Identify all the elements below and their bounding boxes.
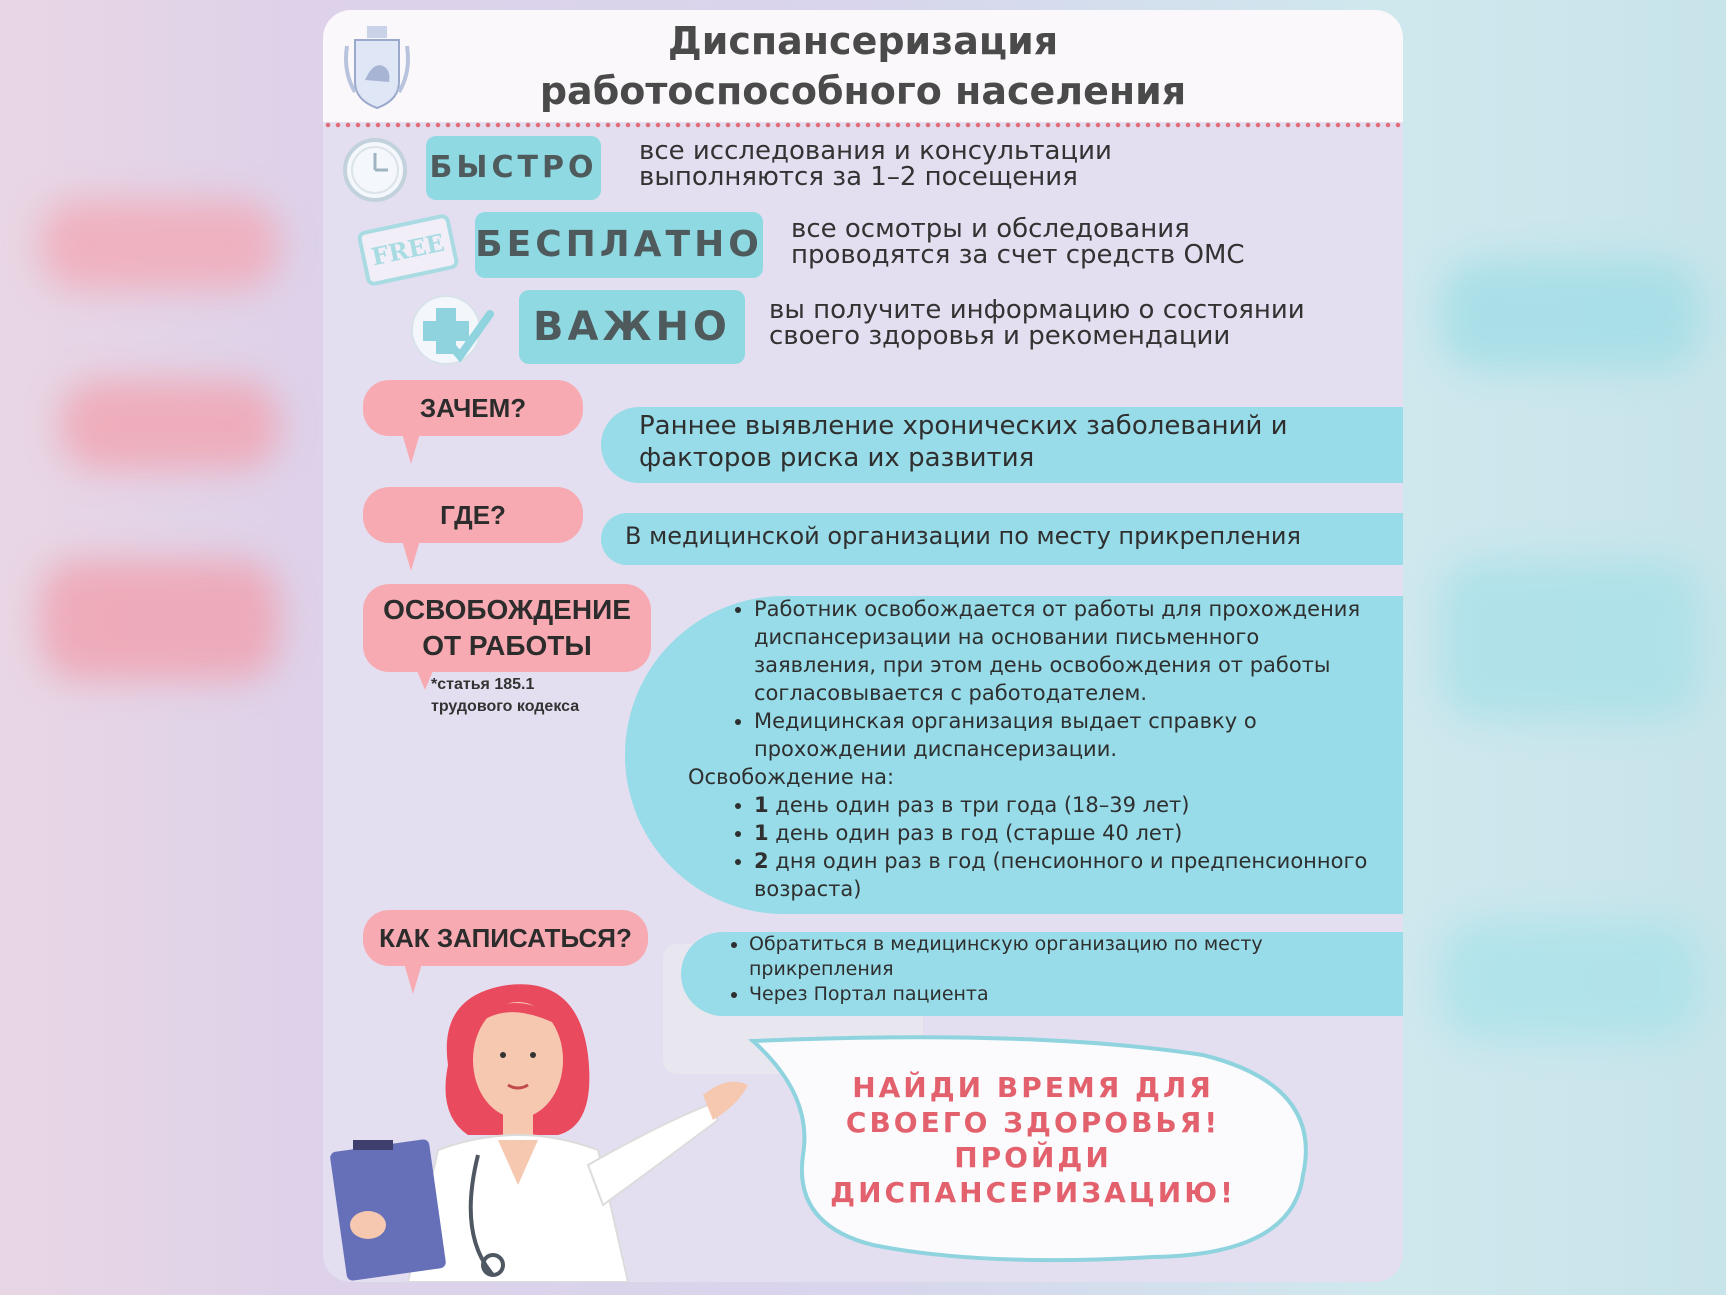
why-text-line: факторов риска их развития (639, 443, 1035, 473)
feature-fast-text-line: все исследования и консультации (639, 136, 1112, 166)
release-note-line: трудового кодекса (431, 698, 580, 715)
feature-fast-text-line: выполняются за 1–2 посещения (639, 162, 1078, 192)
feature-free-text (791, 216, 1245, 268)
feature-important-label: ВАЖНО (519, 290, 745, 364)
why-label: ЗАЧЕМ? (419, 393, 527, 423)
slogan-line: ДИСПАНСЕРИЗАЦИЮ! (830, 1176, 1236, 1209)
release-bullets (728, 595, 1383, 763)
coat-of-arms-icon (343, 22, 411, 112)
release-label-line: ОСВОБОЖДЕНИЕ (383, 594, 631, 625)
slogan-line: СВОЕГО ЗДОРОВЬЯ! (845, 1106, 1221, 1139)
bubble-tail (401, 537, 421, 571)
where-text: В медицинской организации по месту прикрепления (625, 522, 1301, 550)
poster (323, 10, 1403, 1282)
slogan-line: ПРОЙДИ (954, 1141, 1112, 1174)
release-bullet: • Медицинская организация выдает справку о прохождении диспансеризации. (754, 707, 1383, 763)
bubble-tail (401, 430, 421, 464)
dotted-divider (323, 122, 1403, 128)
release-bullet: • Работник освобождается от работы для прохождения диспансеризации на основании письменного заявления, при этом день освобождения от работы согласовывается с работодателем. (754, 595, 1383, 707)
release-terms (728, 791, 1383, 903)
signup-label: КАК ЗАПИСАТЬСЯ? (379, 923, 632, 953)
signup-bubble (363, 910, 648, 966)
background-blur (60, 380, 280, 470)
signup-item: • Через Портал пациента (749, 982, 1363, 1007)
doctor-illustration (328, 975, 758, 1282)
release-note (431, 674, 579, 718)
title-line-2: работоспособного населения (539, 69, 1187, 113)
free-stamp-icon: FREE (356, 213, 460, 287)
slogan (788, 1070, 1278, 1210)
release-bubble (363, 584, 651, 672)
background-blur (1440, 560, 1700, 720)
release-content (688, 595, 1383, 903)
release-term (754, 819, 1383, 847)
term-number: 1 (754, 793, 769, 817)
release-term (754, 847, 1383, 903)
why-text-line: Раннее выявление хронических заболеваний и (639, 411, 1288, 441)
term-number: 1 (754, 821, 769, 845)
release-label-line: ОТ РАБОТЫ (422, 630, 592, 661)
term-number: 2 (754, 849, 769, 873)
signup-list (723, 932, 1363, 1007)
where-label: ГДЕ? (440, 500, 506, 530)
release-term (754, 791, 1383, 819)
feature-free-text-line: все осмотры и обследования (791, 214, 1190, 244)
term-text: день один раз в три года (18–39 лет) (768, 793, 1190, 817)
why-text (639, 410, 1288, 474)
feature-free-label: БЕСПЛАТНО (475, 212, 763, 278)
feature-fast-text (639, 138, 1112, 190)
feature-important-text (769, 297, 1305, 349)
background-blur (40, 560, 280, 680)
feature-free-text-line: проводятся за счет средств ОМС (791, 240, 1245, 270)
release-note-line: *статья 185.1 (431, 676, 535, 693)
why-bubble (363, 380, 583, 436)
title-line-1: Диспансеризация (667, 19, 1059, 63)
background-blur (1440, 260, 1700, 370)
term-text: день один раз в год (старше 40 лет) (768, 821, 1183, 845)
feature-fast-label: БЫСТРО (426, 136, 601, 200)
slogan-line: НАЙДИ ВРЕМЯ ДЛЯ (852, 1071, 1214, 1104)
feature-important-text-line: своего здоровья и рекомендации (769, 321, 1231, 351)
where-bubble (363, 487, 583, 543)
feature-important-text-line: вы получите информацию о состоянии (769, 295, 1305, 325)
term-text: дня один раз в год (пенсионного и предпенсионного возраста) (754, 849, 1368, 901)
background-blur (40, 200, 280, 290)
medical-check-icon (406, 292, 496, 372)
clock-icon (340, 135, 410, 205)
release-subheading: Освобождение на: (688, 765, 895, 789)
background-blur (1440, 920, 1700, 1040)
signup-item: • Обратиться в медицинскую организацию по месту прикрепления (749, 932, 1363, 982)
